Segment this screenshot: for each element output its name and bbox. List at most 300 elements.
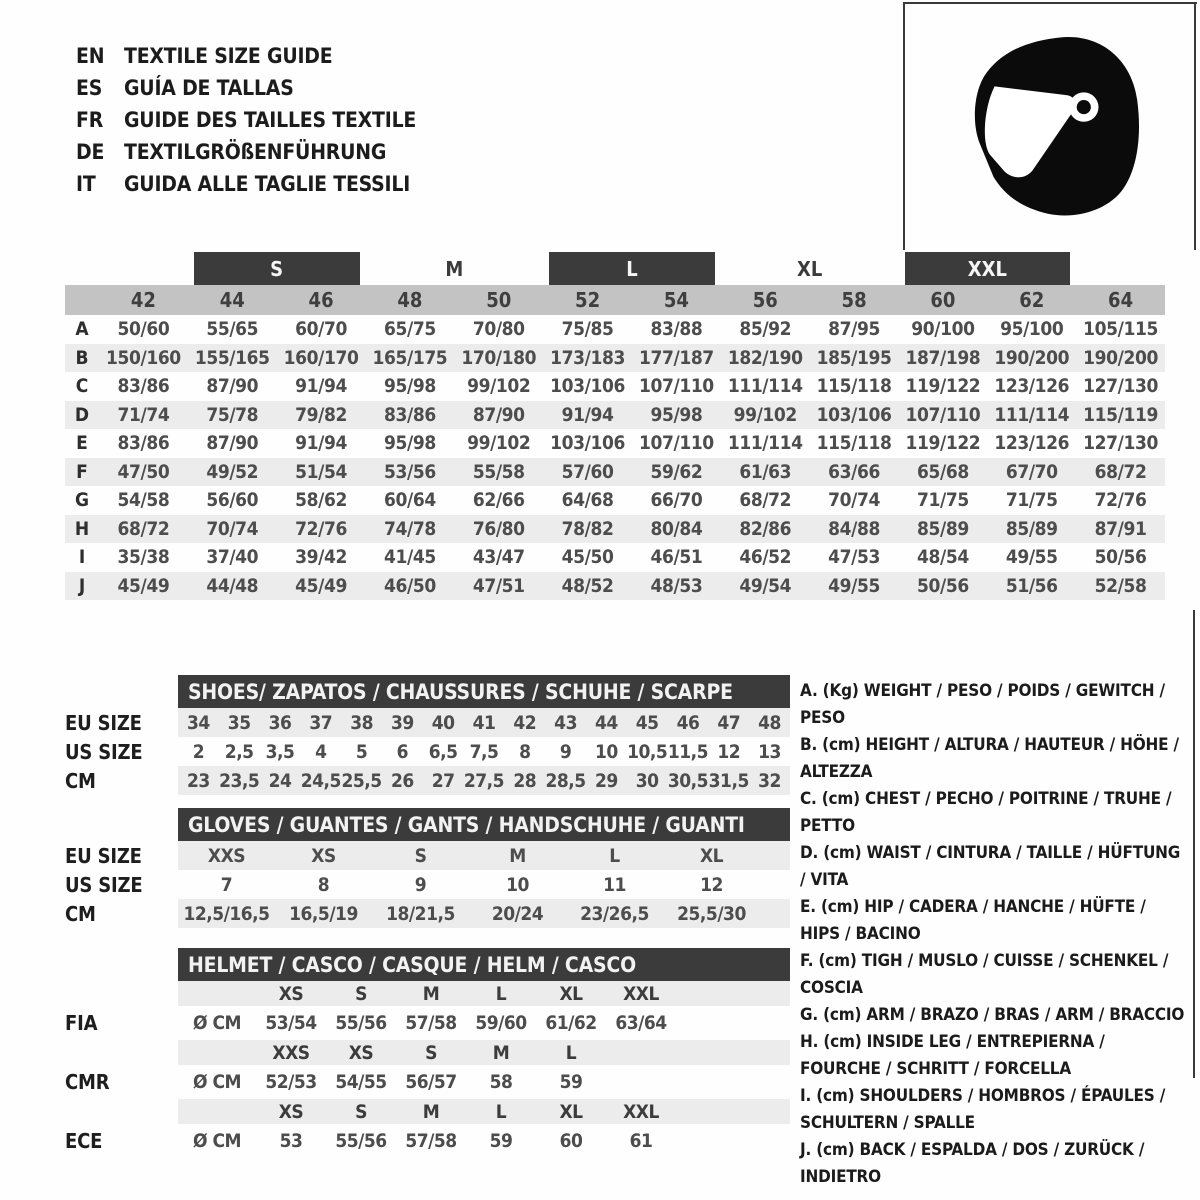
helmet-title: HELMET / CASCO / CASQUE / HELM / CASCO bbox=[178, 948, 790, 981]
size-group-xxl: XXL bbox=[905, 252, 1071, 285]
size-header: XS bbox=[278, 982, 304, 1005]
size-value: 47 bbox=[717, 711, 741, 734]
size-value: 57/58 bbox=[405, 1130, 457, 1152]
measurement-value: 111/114 bbox=[727, 375, 803, 398]
row-cells bbox=[178, 737, 790, 766]
spacer bbox=[65, 795, 791, 808]
size-header: M bbox=[492, 1041, 510, 1064]
gloves-title: GLOVES / GUANTES / GANTS / HANDSCHUHE / GUANTI bbox=[178, 808, 790, 841]
size-column-62: 62 bbox=[1019, 288, 1045, 312]
size-value: 30 bbox=[635, 769, 659, 792]
size-value: 59 bbox=[559, 1071, 583, 1093]
size-value: 10 bbox=[594, 740, 618, 763]
legend-item-b: B. (cm) HEIGHT / ALTURA / HAUTEUR / HÖHE / ALTEZZA bbox=[800, 735, 1179, 782]
language-row bbox=[76, 40, 416, 72]
size-value: 61/62 bbox=[545, 1012, 597, 1034]
shoes-title: SHOES/ ZAPATOS / CHAUSSURES / SCHUHE / SCARPE bbox=[178, 675, 790, 708]
size-value: 25,5 bbox=[341, 769, 382, 792]
size-value: 48 bbox=[758, 711, 781, 734]
measurement-value: 182/190 bbox=[727, 346, 803, 369]
measurement-value: 87/90 bbox=[206, 432, 259, 455]
language-row bbox=[76, 136, 416, 168]
size-value: 26 bbox=[390, 769, 414, 792]
size-value: 59/60 bbox=[475, 1012, 527, 1034]
size-header: XL bbox=[559, 982, 583, 1005]
measurement-value: 160/170 bbox=[283, 346, 359, 369]
size-value: XS bbox=[311, 844, 336, 867]
measurement-value: 45/49 bbox=[117, 574, 170, 597]
measurement-value: 53/56 bbox=[384, 460, 436, 483]
measurement-value: 190/200 bbox=[994, 346, 1070, 369]
measurement-value: 50/56 bbox=[917, 574, 969, 597]
apparel-row-j bbox=[65, 572, 1165, 601]
language-code: DE bbox=[76, 140, 105, 164]
size-value: 44 bbox=[594, 711, 618, 734]
diameter-unit bbox=[178, 1099, 256, 1124]
measurement-value: 50/60 bbox=[117, 318, 170, 341]
measurement-value: 123/126 bbox=[994, 432, 1070, 455]
gloves-title-row bbox=[65, 808, 791, 841]
apparel-row-f bbox=[65, 458, 1165, 487]
measurement-value: 99/102 bbox=[467, 375, 531, 398]
size-value: 18/21,5 bbox=[386, 902, 455, 925]
measurement-value: 37/40 bbox=[206, 546, 259, 569]
row-cells bbox=[178, 870, 790, 899]
size-header: XS bbox=[348, 1041, 374, 1064]
size-value bbox=[606, 1065, 676, 1099]
size-value: 7 bbox=[220, 873, 233, 896]
size-header: M bbox=[422, 1100, 440, 1123]
row-letter: G bbox=[74, 489, 90, 512]
size-header: L bbox=[495, 1100, 507, 1123]
size-column-56: 56 bbox=[752, 288, 778, 312]
measurement-value: 107/110 bbox=[905, 403, 981, 426]
legend-item-f: F. (cm) TIGH / MUSLO / CUISSE / SCHENKEL / COSCIA bbox=[800, 951, 1169, 998]
measurement-value: 72/76 bbox=[1094, 489, 1147, 512]
row-cells bbox=[178, 981, 790, 1006]
language-row bbox=[76, 72, 416, 104]
measurement-value: 85/92 bbox=[739, 318, 792, 341]
size-value: 10,5 bbox=[627, 740, 668, 763]
measurement-value: 105/115 bbox=[1083, 318, 1158, 341]
size-group-l: L bbox=[549, 252, 715, 285]
measurement-value: 75/85 bbox=[561, 318, 614, 341]
shoes-row bbox=[65, 708, 791, 737]
row-label: EU SIZE bbox=[65, 710, 142, 735]
language-label: GUÍA DE TALLAS bbox=[124, 76, 294, 100]
size-column-50: 50 bbox=[486, 288, 512, 312]
row-cells bbox=[178, 1124, 790, 1158]
measurement-value: 46/51 bbox=[650, 546, 703, 569]
measurement-value: 55/58 bbox=[472, 460, 525, 483]
measurement-value: 47/53 bbox=[828, 546, 880, 569]
measurement-value: 48/54 bbox=[917, 546, 969, 569]
row-cells bbox=[178, 1065, 790, 1099]
certification-label: ECE bbox=[65, 1129, 103, 1153]
row-letter: J bbox=[78, 574, 86, 597]
measurement-value: 70/80 bbox=[472, 318, 525, 341]
language-code: FR bbox=[76, 108, 104, 132]
measurement-value: 68/72 bbox=[1094, 460, 1147, 483]
language-row bbox=[76, 104, 416, 136]
measurement-value: 43/47 bbox=[472, 546, 525, 569]
helmet-row-FIA bbox=[65, 1006, 791, 1040]
language-label: GUIDA ALLE TAGLIE TESSILI bbox=[124, 172, 411, 196]
language-code: EN bbox=[76, 44, 105, 68]
measurement-value: 83/86 bbox=[117, 375, 170, 398]
shoes-table bbox=[65, 675, 791, 795]
measurement-value: 49/52 bbox=[206, 460, 259, 483]
measurement-value: 99/102 bbox=[467, 432, 531, 455]
size-value: 60 bbox=[559, 1130, 583, 1152]
measurement-value: 41/45 bbox=[384, 546, 436, 569]
measurement-value: 58/62 bbox=[295, 489, 347, 512]
size-value: 6,5 bbox=[428, 740, 458, 763]
certification-label bbox=[65, 1099, 178, 1124]
size-group-header-row bbox=[65, 252, 1165, 285]
size-header: XS bbox=[278, 1100, 304, 1123]
shoes-row bbox=[65, 737, 791, 766]
measurement-value: 91/94 bbox=[295, 375, 347, 398]
size-value: 43 bbox=[554, 711, 577, 734]
size-column-64: 64 bbox=[1108, 288, 1134, 312]
measurement-value: 48/52 bbox=[561, 574, 614, 597]
size-value: 9 bbox=[559, 740, 572, 763]
measurement-value: 190/200 bbox=[1083, 346, 1158, 369]
legend-item-e: E. (cm) HIP / CADERA / HANCHE / HÜFTE / HIPS / BACINO bbox=[800, 897, 1146, 944]
apparel-row-d bbox=[65, 401, 1165, 430]
size-value: 7,5 bbox=[469, 740, 499, 763]
size-value: 12 bbox=[717, 740, 741, 763]
measurement-value: 60/64 bbox=[384, 489, 436, 512]
row-letter: D bbox=[74, 403, 90, 426]
size-header: M bbox=[422, 982, 440, 1005]
measurement-value: 103/106 bbox=[550, 432, 625, 455]
measurement-value: 95/98 bbox=[384, 375, 436, 398]
artifact-line-left bbox=[903, 2, 905, 250]
measurement-value: 49/55 bbox=[828, 574, 880, 597]
apparel-row-g bbox=[65, 486, 1165, 515]
measurement-value: 87/90 bbox=[472, 403, 525, 426]
size-value: 28 bbox=[513, 769, 537, 792]
size-value: S bbox=[414, 844, 427, 867]
diameter-unit bbox=[178, 981, 256, 1006]
gloves-row bbox=[65, 870, 791, 899]
helmet-row-sizes bbox=[65, 1040, 791, 1065]
apparel-row-b bbox=[65, 344, 1165, 373]
row-cells bbox=[178, 841, 790, 870]
size-number-band bbox=[65, 285, 1165, 315]
language-code: IT bbox=[76, 172, 96, 196]
measurement-value: 46/52 bbox=[739, 546, 792, 569]
row-label: US SIZE bbox=[65, 872, 143, 897]
helmet-icon bbox=[968, 32, 1143, 217]
size-value: 56/57 bbox=[405, 1071, 457, 1093]
size-value: 16,5/19 bbox=[289, 902, 358, 925]
measurement-value: 115/119 bbox=[1083, 403, 1158, 426]
artifact-line-top bbox=[903, 2, 1197, 4]
measurement-value: 119/122 bbox=[905, 375, 981, 398]
diameter-unit: Ø CM bbox=[192, 1012, 242, 1034]
measurement-value: 185/195 bbox=[816, 346, 892, 369]
measurement-value: 59/62 bbox=[650, 460, 703, 483]
measurement-value: 165/175 bbox=[372, 346, 448, 369]
size-value: 53 bbox=[279, 1130, 303, 1152]
measurement-value: 173/183 bbox=[550, 346, 625, 369]
row-cells bbox=[178, 1099, 790, 1124]
helmet-table bbox=[65, 948, 791, 1158]
measurement-value: 56/60 bbox=[206, 489, 259, 512]
measurement-value: 99/102 bbox=[733, 403, 797, 426]
size-value: 31,5 bbox=[708, 769, 749, 792]
row-cells bbox=[178, 899, 790, 928]
diameter-unit bbox=[178, 1040, 256, 1065]
size-column-46: 46 bbox=[308, 288, 334, 312]
size-value: 53/54 bbox=[265, 1012, 317, 1034]
measurement-value: 87/90 bbox=[206, 375, 259, 398]
size-header: L bbox=[495, 982, 507, 1005]
legend-item-a: A. (Kg) WEIGHT / PESO / POIDS / GEWITCH / PESO bbox=[800, 681, 1165, 728]
size-value: 46 bbox=[676, 711, 700, 734]
measurement-value: 50/56 bbox=[1094, 546, 1147, 569]
size-value: 59 bbox=[489, 1130, 513, 1152]
spacer bbox=[65, 928, 791, 948]
measurement-value: 51/54 bbox=[295, 460, 347, 483]
size-value: 24 bbox=[268, 769, 292, 792]
certification-label bbox=[65, 981, 178, 1006]
size-value: 8 bbox=[519, 740, 531, 763]
size-value: 12,5/16,5 bbox=[183, 902, 270, 925]
measurement-value: 48/53 bbox=[650, 574, 703, 597]
size-value: XXS bbox=[207, 844, 246, 867]
measurement-value: 111/114 bbox=[994, 403, 1070, 426]
measurement-value: 150/160 bbox=[106, 346, 181, 369]
size-column-58: 58 bbox=[841, 288, 867, 312]
size-value: 30,5 bbox=[667, 769, 709, 792]
gloves-row bbox=[65, 841, 791, 870]
size-value: 24,5 bbox=[300, 769, 341, 792]
artifact-line-right-top bbox=[1194, 2, 1196, 250]
measurement-value: 61/63 bbox=[739, 460, 792, 483]
size-value: M bbox=[509, 844, 526, 867]
measurement-value: 54/58 bbox=[117, 489, 170, 512]
measurement-value: 47/51 bbox=[472, 574, 525, 597]
gloves-row bbox=[65, 899, 791, 928]
legend-item-h: H. (cm) INSIDE LEG / ENTREPIERNA / FOURCHE / SCHRITT / FORCELLA bbox=[800, 1032, 1105, 1079]
measurement-value: 60/70 bbox=[295, 318, 347, 341]
size-header bbox=[606, 1040, 676, 1065]
size-header: XXL bbox=[623, 982, 659, 1005]
size-value: 23,5 bbox=[219, 769, 260, 792]
legend-item-j: J. (cm) BACK / ESPALDA / DOS / ZURÜCK / INDIETRO bbox=[800, 1140, 1145, 1187]
measurement-value: 119/122 bbox=[905, 432, 981, 455]
measurement-value: 155/165 bbox=[194, 346, 270, 369]
measurement-value: 127/130 bbox=[1083, 375, 1158, 398]
size-value: 23 bbox=[187, 769, 210, 792]
measurement-value: 71/75 bbox=[917, 489, 969, 512]
measurement-value: 115/118 bbox=[816, 432, 892, 455]
size-column-42: 42 bbox=[130, 288, 156, 312]
size-value: 57/58 bbox=[405, 1012, 457, 1034]
measurement-value: 115/118 bbox=[816, 375, 892, 398]
row-letter: B bbox=[75, 346, 89, 369]
measurement-value: 47/50 bbox=[117, 460, 170, 483]
certification-label bbox=[65, 1040, 178, 1065]
measurement-value: 91/94 bbox=[295, 432, 347, 455]
size-column-60: 60 bbox=[930, 288, 956, 312]
legend-item-d: D. (cm) WAIST / CINTURA / TAILLE / HÜFTUNG / VITA bbox=[800, 843, 1181, 890]
size-header: XXS bbox=[272, 1041, 310, 1064]
size-value: 11 bbox=[603, 873, 626, 896]
measurement-value: 35/38 bbox=[117, 546, 170, 569]
language-list bbox=[76, 40, 416, 200]
size-value: 34 bbox=[187, 711, 210, 734]
helmet-row-ECE bbox=[65, 1124, 791, 1158]
apparel-row-i bbox=[65, 543, 1165, 572]
size-value: 39 bbox=[390, 711, 414, 734]
measurement-value: 74/78 bbox=[384, 517, 436, 540]
measurement-legend bbox=[800, 678, 1188, 1191]
measurement-value: 72/76 bbox=[295, 517, 347, 540]
measurement-value: 103/106 bbox=[816, 403, 892, 426]
measurement-value: 65/68 bbox=[917, 460, 969, 483]
size-header: S bbox=[425, 1041, 437, 1064]
measurement-value: 111/114 bbox=[727, 432, 803, 455]
measurement-value: 170/180 bbox=[461, 346, 537, 369]
shoes-title-row bbox=[65, 675, 791, 708]
measurement-value: 95/100 bbox=[1000, 318, 1064, 341]
measurement-value: 51/56 bbox=[1005, 574, 1058, 597]
artifact-line-right bbox=[1193, 610, 1195, 1078]
size-value: 42 bbox=[513, 711, 537, 734]
measurement-value: 65/75 bbox=[384, 318, 436, 341]
measurement-value: 68/72 bbox=[739, 489, 792, 512]
certification-label: CMR bbox=[65, 1070, 110, 1094]
row-cells bbox=[178, 1006, 790, 1040]
size-value: 63/64 bbox=[615, 1012, 667, 1034]
lower-tables bbox=[65, 675, 791, 1158]
measurement-value: 127/130 bbox=[1083, 432, 1158, 455]
measurement-value: 68/72 bbox=[117, 517, 170, 540]
size-group-s: S bbox=[194, 252, 360, 285]
measurement-value: 90/100 bbox=[911, 318, 975, 341]
size-value: 32 bbox=[758, 769, 781, 792]
measurement-value: 95/98 bbox=[384, 432, 436, 455]
size-value: 6 bbox=[396, 740, 409, 763]
size-value: 4 bbox=[315, 740, 327, 763]
measurement-value: 87/91 bbox=[1094, 517, 1147, 540]
size-value: 61 bbox=[629, 1130, 653, 1152]
measurement-value: 83/86 bbox=[384, 403, 436, 426]
size-value: 13 bbox=[758, 740, 781, 763]
row-label: US SIZE bbox=[65, 739, 143, 764]
measurement-value: 107/110 bbox=[639, 375, 714, 398]
size-value: 28,5 bbox=[545, 769, 586, 792]
shoes-row bbox=[65, 766, 791, 795]
legend-item-i: I. (cm) SHOULDERS / HOMBROS / ÉPAULES / SCHULTERN / SPALLE bbox=[800, 1086, 1166, 1133]
apparel-measurement-rows bbox=[65, 315, 1165, 600]
row-cells bbox=[178, 708, 790, 737]
measurement-value: 39/42 bbox=[295, 546, 347, 569]
diameter-unit: Ø CM bbox=[192, 1071, 242, 1093]
measurement-value: 103/106 bbox=[550, 375, 625, 398]
measurement-value: 187/198 bbox=[905, 346, 981, 369]
measurement-value: 45/49 bbox=[295, 574, 347, 597]
measurement-value: 66/70 bbox=[650, 489, 703, 512]
measurement-value: 87/95 bbox=[828, 318, 880, 341]
helmet-title-row bbox=[65, 948, 791, 981]
row-letter: C bbox=[75, 375, 89, 398]
size-value: XL bbox=[699, 844, 724, 867]
size-value: 29 bbox=[594, 769, 618, 792]
measurement-value: 52/58 bbox=[1094, 574, 1147, 597]
legend-item-g: G. (cm) ARM / BRAZO / BRAS / ARM / BRACCIO bbox=[800, 1005, 1185, 1025]
measurement-value: 67/70 bbox=[1005, 460, 1058, 483]
size-value: 35 bbox=[227, 711, 251, 734]
helmet-row-sizes bbox=[65, 981, 791, 1006]
row-cells bbox=[178, 1040, 790, 1065]
size-value: 11,5 bbox=[667, 740, 709, 763]
size-value: 20/24 bbox=[491, 902, 544, 925]
size-header: S bbox=[355, 1100, 367, 1123]
row-letter: F bbox=[76, 460, 88, 483]
language-label: TEXTILE SIZE GUIDE bbox=[124, 44, 333, 68]
legend-item-c: C. (cm) CHEST / PECHO / POITRINE / TRUHE / PETTO bbox=[800, 789, 1172, 836]
measurement-value: 46/50 bbox=[384, 574, 436, 597]
size-value: L bbox=[609, 844, 620, 867]
size-value: 52/53 bbox=[265, 1071, 317, 1093]
size-value: 58 bbox=[489, 1071, 513, 1093]
measurement-value: 85/89 bbox=[917, 517, 969, 540]
measurement-value: 78/82 bbox=[561, 517, 614, 540]
spacer bbox=[65, 948, 178, 981]
measurement-value: 71/74 bbox=[117, 403, 170, 426]
size-value: 5 bbox=[355, 740, 368, 763]
measurement-value: 91/94 bbox=[561, 403, 614, 426]
size-value: 45 bbox=[635, 711, 659, 734]
measurement-value: 57/60 bbox=[561, 460, 614, 483]
row-letter: E bbox=[76, 432, 88, 455]
size-value: 37 bbox=[309, 711, 333, 734]
row-label: CM bbox=[65, 768, 96, 793]
language-row bbox=[76, 168, 416, 200]
size-value: 9 bbox=[414, 873, 427, 896]
size-value: 10 bbox=[506, 873, 529, 896]
measurement-value: 71/75 bbox=[1005, 489, 1058, 512]
row-letter: H bbox=[74, 517, 90, 540]
measurement-value: 177/187 bbox=[639, 346, 714, 369]
size-group-m: M bbox=[445, 256, 464, 281]
size-header: S bbox=[355, 982, 367, 1005]
measurement-value: 62/66 bbox=[472, 489, 525, 512]
size-value: 55/56 bbox=[335, 1012, 387, 1034]
size-header: XL bbox=[559, 1100, 583, 1123]
size-value: 54/55 bbox=[335, 1071, 387, 1093]
size-value: 36 bbox=[268, 711, 292, 734]
size-value: 55/56 bbox=[335, 1130, 387, 1152]
measurement-value: 80/84 bbox=[650, 517, 703, 540]
size-value: 2,5 bbox=[224, 740, 254, 763]
measurement-value: 84/88 bbox=[828, 517, 880, 540]
measurement-value: 49/55 bbox=[1005, 546, 1058, 569]
measurement-value: 55/65 bbox=[206, 318, 259, 341]
size-value: 12 bbox=[700, 873, 723, 896]
measurement-value: 70/74 bbox=[828, 489, 880, 512]
row-label: CM bbox=[65, 901, 96, 926]
measurement-value: 63/66 bbox=[828, 460, 880, 483]
row-cells bbox=[178, 766, 790, 795]
spacer bbox=[65, 675, 178, 708]
